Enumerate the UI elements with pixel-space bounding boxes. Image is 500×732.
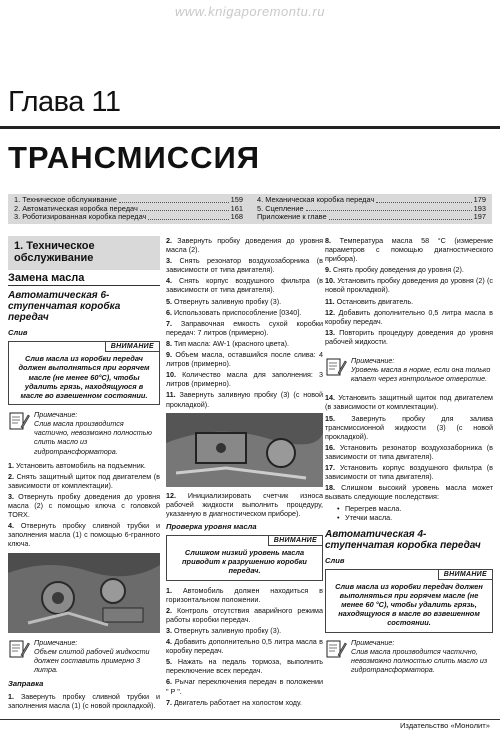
consequences-list	[337, 504, 493, 522]
drain-heading: Слив	[325, 555, 345, 565]
engine-bay-photo	[166, 413, 323, 487]
toc-entry[interactable]: 1. Техническое обслуживание 159	[14, 196, 243, 204]
step: 4. Отвернуть пробку сливной трубки и заполнения масла (1) с помощью 6-гранного ключа.	[8, 521, 160, 549]
step: 11. Завернуть заливную пробку (3) (с новой прокладкой).	[166, 390, 323, 409]
step: 2. Снять защитный щиток под двигателем (в зависимости от комплектации).	[8, 471, 161, 490]
page-title: ТРАНСМИССИЯ	[8, 140, 261, 175]
warning-tag: ВНИМАНИЕ	[438, 569, 493, 580]
step: 10. Установить пробку доведения до уровня (2) (с новой прокладкой).	[325, 276, 494, 295]
step: 4. Снять корпус воздушного фильтра (в зависимости от типа двигателя).	[166, 276, 324, 295]
watermark-url: www.knigaporemontu.ru	[175, 4, 325, 19]
step: 15. Завернуть пробку для залива трансмиссионной жидкости (3) (с новой прокладкой).	[325, 413, 493, 441]
step: 9. Объем масла, оставшийся после слива: 4 литров (примерно).	[166, 350, 324, 369]
step: 13. Повторить процедуру доведения до уровня рабочей жидкости.	[325, 327, 494, 346]
toc-entry[interactable]: 2. Автоматическая коробка передач 161	[14, 204, 243, 213]
step: 1. Завернуть пробку сливной трубки и заполнения масла (1) (с новой прокладкой).	[8, 691, 160, 711]
column-middle	[166, 236, 323, 709]
step: 17. Установить корпус воздушного фильтра (в зависимости от типа двигателя).	[325, 462, 493, 482]
step: 4. Добавить дополнительно 0,5 литра масла в коробку передач.	[166, 637, 323, 656]
step: 3. Отвернуть заливную пробку (3).	[166, 625, 282, 635]
drain-heading: Слив	[8, 328, 28, 338]
note-text: Слив масла производится частично, невозможно полностью слить масло из гидротрансформатора.	[34, 419, 152, 456]
list-item: • Перегрев масла.	[337, 504, 493, 513]
step: 11. Остановить двигатель.	[325, 296, 414, 306]
step: 2. Завернуть пробку доведения до уровня масла (2).	[166, 236, 323, 255]
note-text: Уровень масла в норме, если она только капает через контрольное отверстие.	[351, 365, 491, 384]
step: 9. Снять пробку доведения до уровня (2).	[325, 265, 464, 275]
note-label: Примечание:	[34, 637, 78, 647]
section-heading: 1. Техническое обслуживание	[8, 236, 160, 270]
toc-entry[interactable]: Приложение к главе 197	[257, 213, 486, 222]
table-of-contents	[8, 194, 492, 224]
step: 1. Автомобиль должен находиться в горизонтальном положении.	[166, 585, 323, 604]
toc-entry[interactable]: 4. Механическая коробка передач 179	[257, 196, 486, 204]
step: 1. Установить автомобиль на подъемник.	[8, 460, 146, 470]
publisher-credit: Издательство «Монолит»	[399, 721, 490, 730]
topic-heading: Автоматическая 4-ступенчатая коробка передач	[325, 528, 481, 551]
step: 14. Установить защитный щиток под двигателем (в зависимости от комплектации).	[325, 393, 494, 412]
level-check-heading: Проверка уровня масла	[166, 521, 257, 531]
step: 6. Рычаг переключения передач в положении " P ".	[166, 677, 324, 696]
pencil-note-icon	[8, 410, 30, 432]
fill-heading: Заправка	[8, 678, 44, 688]
step: 3. Снять резонатор воздухозаборника (в зависимости от типа двигателя).	[166, 256, 323, 275]
step: 3. Отвернуть пробку доведения до уровня масла (2) с помощью ключа с головкой TORX.	[8, 491, 160, 520]
note-label: Примечание:	[351, 637, 395, 647]
pencil-note-icon	[325, 356, 347, 378]
note-block	[8, 638, 160, 674]
step: 8. Температура масла 58 °C (измерение параметров с помощью диагностического прибора).	[325, 236, 494, 264]
step: 2. Контроль отсутствия аварийного режима работы коробки передач.	[166, 605, 323, 624]
step: 5. Нажать на педаль тормоза, выполнить переключение всех передач.	[166, 657, 323, 676]
step: 6. Использовать приспособление [0340].	[166, 307, 302, 317]
subsection-heading: Замена масла	[8, 274, 160, 286]
topic-heading: Автоматическая 6-ступенчатая коробка передач	[8, 290, 121, 324]
toc-entry[interactable]: 3. Роботизированная коробка передач 168	[14, 213, 243, 222]
gearbox-photo	[8, 553, 160, 633]
note-text: Объем слитой рабочей жидкости должен составить примерно 3 литра.	[34, 646, 150, 674]
step: 8. Тип масла: AW-1 (красного цвета).	[166, 338, 290, 348]
warning-tag: ВНИМАНИЕ	[105, 341, 160, 352]
step: 18. Слишком высокий уровень масла может вызвать следующие последствия:	[325, 483, 494, 502]
step: 5. Отвернуть заливную пробку (3).	[166, 296, 282, 306]
note-text: Слив масла производится частично, невозможно полностью слить масло из гидротрансформатора.	[351, 646, 488, 674]
note-label: Примечание:	[351, 356, 395, 366]
column-left	[8, 236, 160, 712]
toc-entry[interactable]: 5. Сцепление 193	[257, 204, 486, 213]
warning-text: Слив масла из коробки передач должен выполняться при горячем масле (не менее 60 °C), чтобы удалить грязь, находящуюся в масле во взвешенном состоянии.	[335, 581, 483, 628]
warning-box	[8, 341, 160, 405]
warning-box	[166, 535, 323, 581]
note-block	[325, 356, 493, 383]
warning-tag: ВНИМАНИЕ	[268, 535, 323, 546]
warning-box	[325, 569, 493, 633]
page-footer	[0, 719, 500, 730]
warning-text: Слишком низкий уровень масла приводит к разрушению коробки передач.	[182, 547, 307, 576]
step: 12. Добавить дополнительно 0,5 литра масла в коробку передач.	[325, 307, 493, 326]
gearbox-drain-illustration	[8, 553, 160, 633]
step: 12. Инициализировать счетчик износа рабочей жидкости выполнить процедуру, указанную в диагностическом приборе).	[166, 490, 324, 518]
chapter-heading: Глава 11	[8, 86, 121, 118]
step: 7. Двигатель работает на холостом ходу.	[166, 697, 302, 707]
step: 10. Количество масла для заполнения: 3 литров (примерно).	[166, 370, 323, 389]
step: 16. Установить резонатор воздухозаборника (в зависимости от типа двигателя).	[325, 442, 493, 461]
engine-bay-illustration	[166, 413, 323, 487]
pencil-note-icon	[8, 638, 30, 660]
warning-text: Слив масла из коробки передач должен выполняться при горячем масле (не менее 60°C), чтобы удалить грязь, находящуюся в масле во взвешенном состоянии.	[18, 354, 150, 400]
pencil-note-icon	[325, 638, 347, 660]
list-item: • Утечки масла.	[337, 513, 493, 522]
column-right	[325, 236, 493, 679]
note-block	[325, 638, 493, 674]
note-block	[8, 410, 160, 455]
step: 7. Заправочная емкость сухой коробки передач: 7 литров (примерно).	[166, 318, 323, 337]
chapter-rule	[0, 126, 500, 129]
note-label: Примечание:	[34, 410, 78, 420]
